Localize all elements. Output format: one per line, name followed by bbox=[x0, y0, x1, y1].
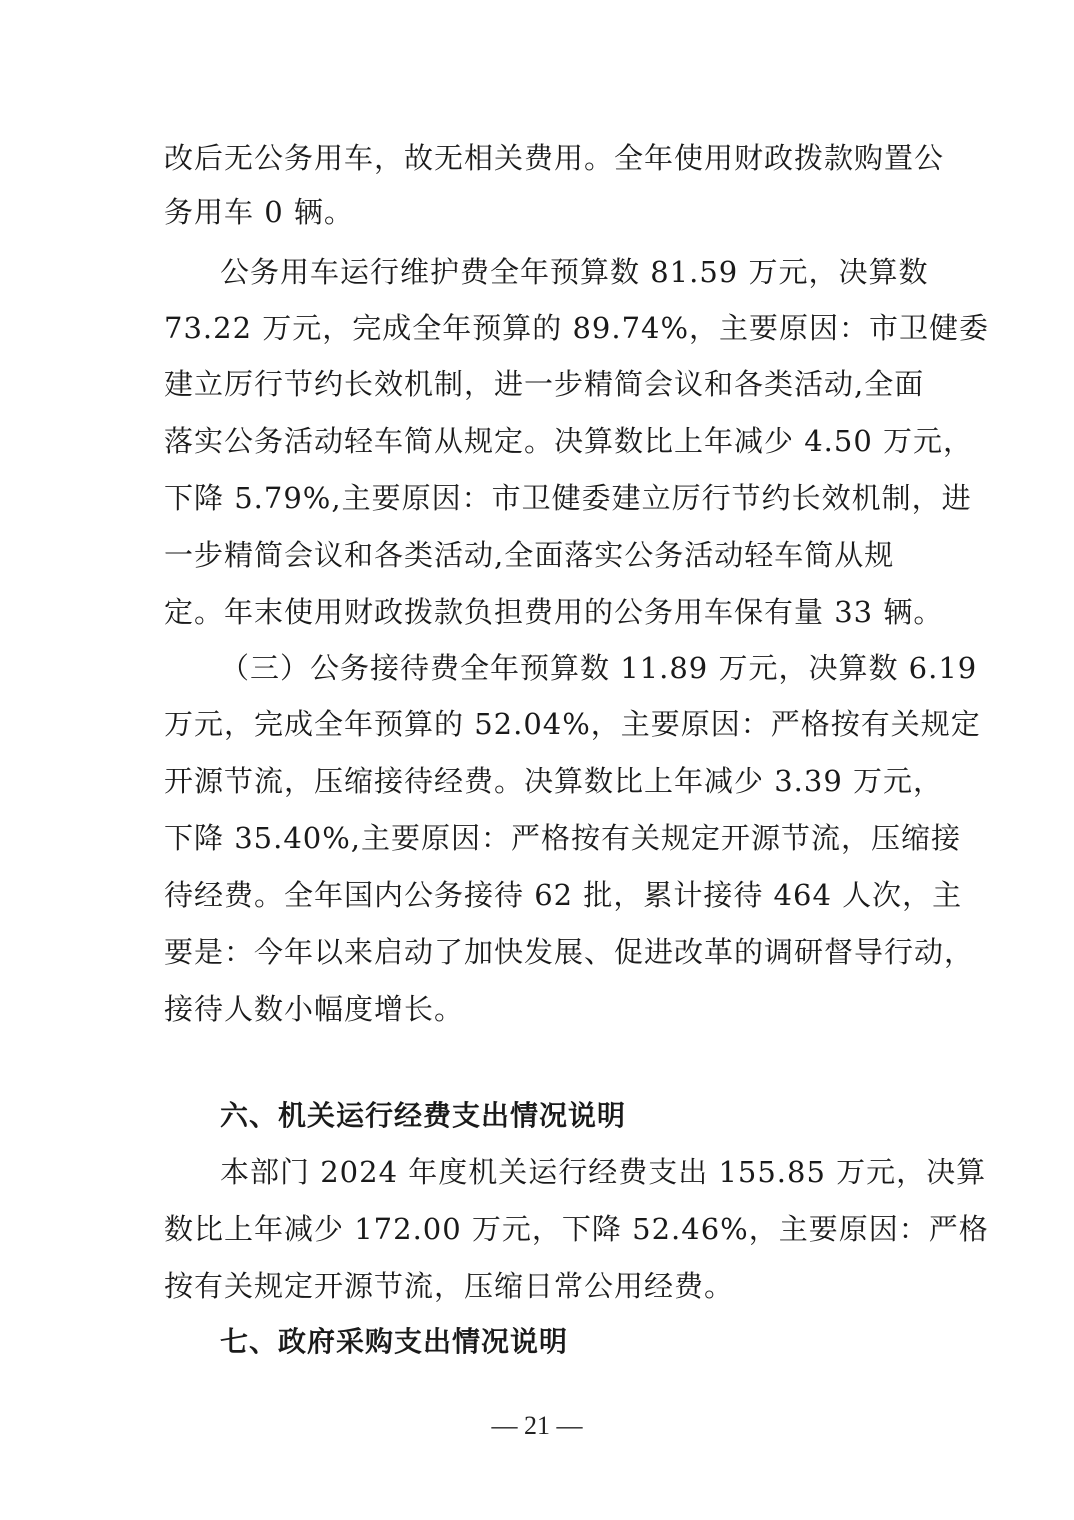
paragraph-line: 下降 5.79%,主要原因：市卫健委建立厉行节约长效机制，进 bbox=[164, 481, 972, 515]
paragraph-line: 待经费。全年国内公务接待 62 批，累计接待 464 人次，主 bbox=[164, 878, 963, 912]
section-heading-procurement: 七、政府采购支出情况说明 bbox=[220, 1325, 569, 1358]
paragraph-line: 73.22 万元，完成全年预算的 89.74%，主要原因：市卫健委 bbox=[164, 311, 990, 345]
paragraph-line: 定。年末使用财政拨款负担费用的公务用车保有量 33 辆。 bbox=[164, 595, 944, 629]
paragraph-line: 按有关规定开源节流，压缩日常公用经费。 bbox=[164, 1269, 735, 1303]
page-number: — 21 — bbox=[491, 1411, 583, 1440]
paragraph-line: 一步精简会议和各类活动,全面落实公务活动轻车简从规 bbox=[164, 538, 895, 572]
paragraph-line: 万元，完成全年预算的 52.04%，主要原因：严格按有关规定 bbox=[164, 707, 981, 741]
paragraph-line: 落实公务活动轻车简从规定。决算数比上年减少 4.50 万元， bbox=[164, 424, 974, 458]
paragraph-line: 开源节流，压缩接待经费。决算数比上年减少 3.39 万元， bbox=[164, 764, 944, 798]
paragraph-line: 建立厉行节约长效机制，进一步精简会议和各类活动,全面 bbox=[164, 367, 925, 401]
paragraph-line: 改后无公务用车，故无相关费用。全年使用财政拨款购置公 bbox=[164, 141, 945, 175]
paragraph-line: 公务用车运行维护费全年预算数 81.59 万元，决算数 bbox=[220, 255, 929, 289]
paragraph-line: 本部门 2024 年度机关运行经费支出 155.85 万元，决算 bbox=[220, 1155, 987, 1189]
section-heading-operating-expenses: 六、机关运行经费支出情况说明 bbox=[220, 1099, 627, 1132]
paragraph-line: 数比上年减少 172.00 万元，下降 52.46%，主要原因：严格 bbox=[164, 1212, 989, 1246]
paragraph-line: 接待人数小幅度增长。 bbox=[164, 992, 465, 1026]
paragraph-line: 要是：今年以来启动了加快发展、促进改革的调研督导行动， bbox=[164, 935, 975, 969]
paragraph-line: 下降 35.40%,主要原因：严格按有关规定开源节流，压缩接 bbox=[164, 821, 962, 855]
paragraph-line: 务用车 0 辆。 bbox=[164, 195, 354, 229]
paragraph-line: （三）公务接待费全年预算数 11.89 万元，决算数 6.19 bbox=[220, 651, 978, 685]
